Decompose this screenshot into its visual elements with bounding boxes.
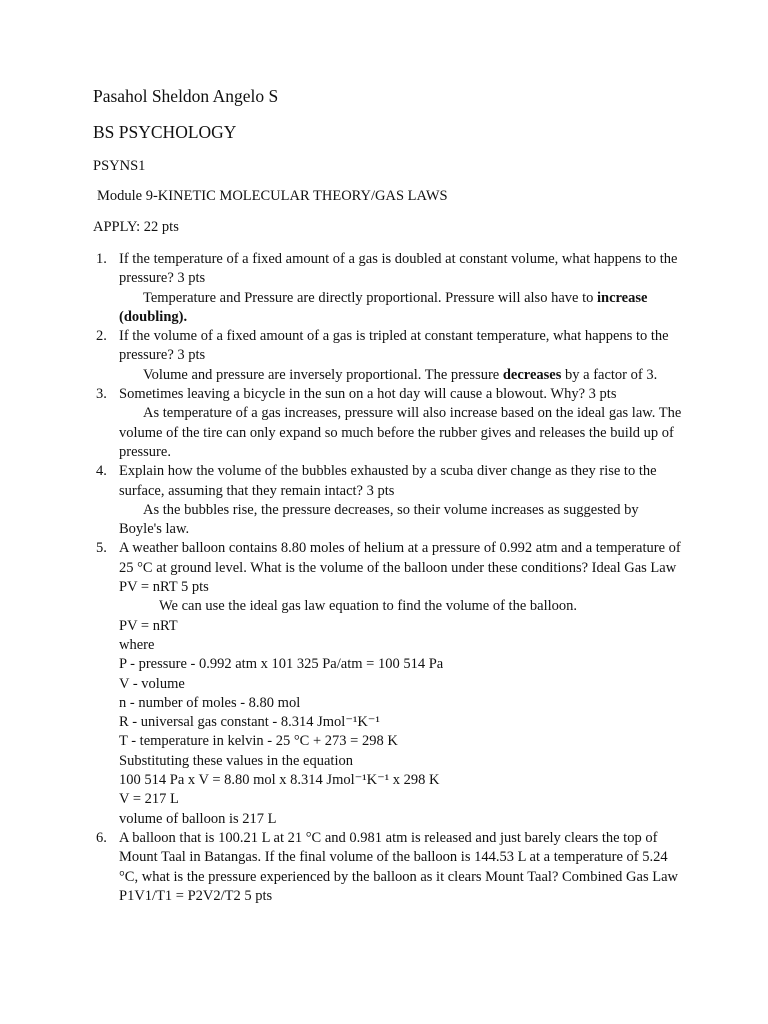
question-text: Explain how the volume of the bubbles exhausted by a scuba diver change as they rise to the surface, assuming that they remain intact? 3 pts	[119, 463, 657, 499]
question-text: Sometimes leaving a bicycle in the sun on a hot day will cause a blowout. Why? 3 pts	[119, 386, 617, 403]
question-number: 2.	[96, 328, 107, 345]
answer-emphasis: decreases	[502, 366, 562, 383]
solution-line: P - pressure - 0.992 atm x 101 325 Pa/atm = 100 514 Pa	[119, 656, 444, 673]
question-number: 1.	[96, 251, 107, 267]
solution-line: n - number of moles - 8.80 mol	[119, 694, 301, 711]
answer-text: As the bubbles rise, the pressure decreases, so their volume increases as suggested by Boyle's law.	[119, 501, 639, 538]
answer-text: As temperature of a gas increases, pressure will also increase based on the ideal gas law. The volume of the tire can only expand so much before the rubber gives and releases the build up of pressure.	[119, 405, 682, 460]
question-number: 3.	[96, 386, 107, 403]
question-number: 4.	[96, 463, 107, 480]
question-text: A weather balloon contains 8.80 moles of helium at a pressure of 0.992 atm and a temperature of 25 °C at ground level. What is the volume of the balloon under these conditions? Ideal Gas Law PV = nRT 5 pts	[119, 540, 681, 596]
solution-line: PV = nRT	[119, 617, 178, 634]
question-text: If the volume of a fixed amount of a gas is tripled at constant temperature, what happens to the pressure? 3 pts	[119, 328, 669, 364]
question-number: 5.	[96, 540, 107, 557]
question-item-6	[93, 829, 683, 906]
solution-line: 100 514 Pa x V = 8.80 mol x 8.314 Jmol⁻¹K⁻¹ x 298 K	[119, 772, 440, 789]
question-item-5	[93, 539, 683, 828]
solution-line: Substituting these values in the equation	[119, 752, 353, 769]
solution-line: R - universal gas constant - 8.314 Jmol⁻¹K⁻¹	[119, 714, 380, 731]
solution-line: V = 217 L	[119, 791, 179, 808]
subject-code: PSYNS1	[93, 158, 146, 174]
question-number: 6.	[96, 829, 107, 846]
question-item-4	[93, 462, 683, 539]
question-item-3	[93, 385, 683, 462]
solution-line: V - volume	[119, 675, 185, 692]
answer-text: Temperature and Pressure are directly proportional. Pressure will also have to	[143, 289, 597, 306]
answer-text: Volume and pressure are inversely proportional. The pressure	[143, 366, 503, 383]
solution-line: T - temperature in kelvin - 25 °C + 273 = 298 K	[119, 733, 398, 750]
student-course: BS PSYCHOLOGY	[93, 122, 237, 142]
solution-line: volume of balloon is 217 L	[119, 810, 277, 827]
answer-text-tail: by a factor of 3.	[561, 366, 658, 383]
question-item-2	[93, 327, 683, 385]
question-text: A balloon that is 100.21 L at 21 °C and 0.981 atm is released and just barely clears the top of Mount Taal in Batangas. If the final volume of the balloon is 144.53 L at a temperature of 5.24 °C, what is the pressure experienced by the balloon as it clears Mount Taal? Combined Gas Law P1V1/T1 = P2V2/T2 5 pts	[119, 829, 678, 904]
solution-line: where	[119, 636, 155, 653]
question-item-1	[93, 250, 683, 327]
answer-emphasis: increase (doubling).	[119, 289, 648, 325]
question-text: If the temperature of a fixed amount of a gas is doubled at constant volume, what happens to the pressure? 3 pts	[119, 251, 678, 287]
module-title: Module 9-KINETIC MOLECULAR THEORY/GAS LAWS	[97, 188, 448, 204]
student-name: Pasahol Sheldon Angelo S	[93, 86, 279, 106]
answer-intro: We can use the ideal gas law equation to find the volume of the balloon.	[159, 598, 578, 615]
question-list	[93, 250, 683, 906]
apply-points: APPLY: 22 pts	[93, 219, 179, 235]
